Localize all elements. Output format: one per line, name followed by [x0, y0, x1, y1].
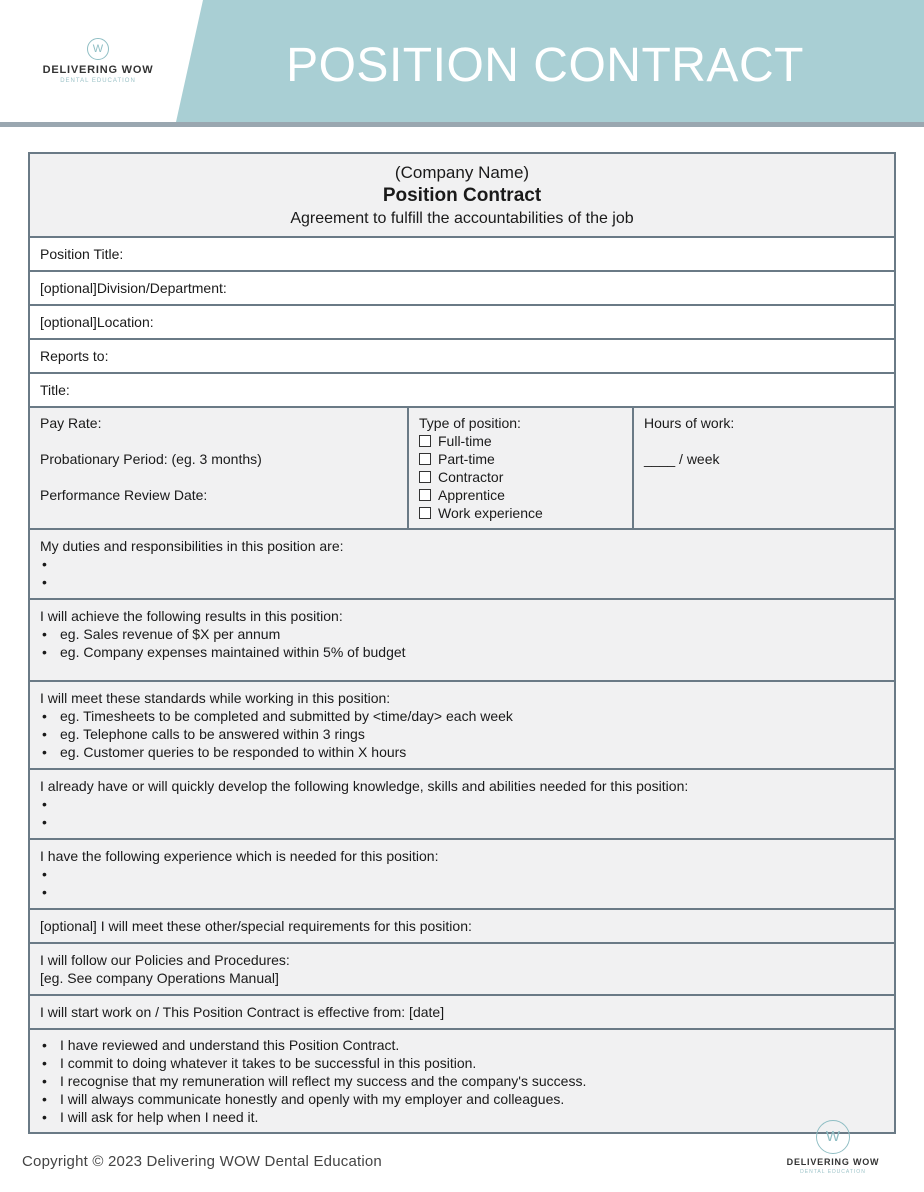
- hours-label: Hours of work:: [644, 415, 735, 431]
- commitments-section: [30, 1028, 894, 1132]
- field-label: Title:: [40, 382, 70, 398]
- policies-section[interactable]: [30, 942, 894, 994]
- field-label: [optional]Division/Department:: [40, 280, 227, 296]
- copyright-text: Copyright © 2023 Delivering WOW Dental Education: [22, 1153, 382, 1170]
- hours-column: [634, 408, 894, 528]
- logo-name: DELIVERING WOW: [786, 1157, 880, 1167]
- list-item: • I recognise that my remuneration will reflect my success and the company's success.: [40, 1072, 884, 1090]
- option-full-time[interactable]: [419, 432, 622, 450]
- checkbox-icon[interactable]: [419, 489, 431, 501]
- duties-section[interactable]: [30, 528, 894, 598]
- pay-rate-field[interactable]: Pay Rate:: [40, 415, 102, 431]
- option-contractor[interactable]: [419, 468, 622, 486]
- option-apprentice[interactable]: [419, 486, 622, 504]
- checkbox-icon[interactable]: [419, 507, 431, 519]
- option-label: Work experience: [438, 505, 543, 521]
- wow-logo-icon: W: [816, 1120, 850, 1154]
- position-details-row: [30, 406, 894, 528]
- list-item: • eg. Company expenses maintained within 5% of budget: [40, 643, 884, 661]
- list-item: • eg. Sales revenue of $X per annum: [40, 625, 884, 643]
- policies-note: [eg. See company Operations Manual]: [40, 970, 279, 986]
- list-item: [40, 813, 884, 831]
- special-requirements-section[interactable]: [30, 908, 894, 942]
- option-label: Part-time: [438, 451, 495, 467]
- form-heading: [30, 154, 894, 236]
- option-part-time[interactable]: [419, 450, 622, 468]
- commitments-list: [40, 1036, 884, 1126]
- position-title-field[interactable]: [30, 236, 894, 270]
- list-item: [40, 883, 884, 901]
- list-item: [40, 795, 884, 813]
- logo-subtitle: DENTAL EDUCATION: [60, 78, 136, 84]
- wow-logo-icon: W: [87, 38, 109, 60]
- special-requirements-label: [optional] I will meet these other/special requirements for this position:: [40, 918, 472, 934]
- option-work-experience[interactable]: [419, 504, 622, 522]
- field-label: Position Title:: [40, 246, 124, 262]
- footer-logo: [786, 1120, 880, 1175]
- field-label: Reports to:: [40, 348, 109, 364]
- standards-section[interactable]: [30, 680, 894, 768]
- logo-subtitle: DENTAL EDUCATION: [800, 1169, 866, 1175]
- list-item: • I will always communicate honestly and openly with my employer and colleagues.: [40, 1090, 884, 1108]
- hours-field[interactable]: ____ / week: [644, 451, 720, 467]
- logo-name: DELIVERING WOW: [42, 64, 154, 76]
- results-label: I will achieve the following results in this position:: [40, 608, 343, 624]
- results-section[interactable]: [30, 598, 894, 680]
- header-rule: [0, 122, 924, 127]
- position-type-label: Type of position:: [419, 415, 521, 431]
- contract-form: [28, 152, 896, 1134]
- start-date-label: I will start work on / This Position Contract is effective from: [date]: [40, 1004, 445, 1020]
- checkbox-icon[interactable]: [419, 435, 431, 447]
- position-type-column: [409, 408, 634, 528]
- contract-title: Position Contract: [382, 185, 542, 206]
- list-item: • I will ask for help when I need it.: [40, 1108, 884, 1126]
- company-name: (Company Name): [394, 163, 530, 182]
- knowledge-list: [40, 795, 884, 831]
- list-item: • I commit to doing whatever it takes to be successful in this position.: [40, 1054, 884, 1072]
- knowledge-label: I already have or will quickly develop the following knowledge, skills and abilities needed for this position:: [40, 778, 689, 794]
- experience-label: I have the following experience which is needed for this position:: [40, 848, 439, 864]
- pay-column: [30, 408, 409, 528]
- knowledge-section[interactable]: [30, 768, 894, 838]
- results-list: [40, 625, 884, 661]
- contract-subtitle: Agreement to fulfill the accountabilities of the job: [290, 210, 634, 227]
- list-item: • eg. Telephone calls to be answered within 3 rings: [40, 725, 884, 743]
- page-title: POSITION CONTRACT: [286, 39, 804, 92]
- policies-label: I will follow our Policies and Procedures:: [40, 952, 290, 968]
- header-logo: [28, 38, 168, 84]
- list-item: • eg. Customer queries to be responded to within X hours: [40, 743, 884, 761]
- title-field[interactable]: [30, 372, 894, 406]
- standards-list: [40, 707, 884, 761]
- option-label: Apprentice: [438, 487, 505, 503]
- list-item: [40, 555, 884, 573]
- option-label: Full-time: [438, 433, 492, 449]
- list-item: • eg. Timesheets to be completed and submitted by <time/day> each week: [40, 707, 884, 725]
- option-label: Contractor: [438, 469, 504, 485]
- experience-section[interactable]: [30, 838, 894, 908]
- probation-field[interactable]: Probationary Period: (eg. 3 months): [40, 451, 262, 467]
- list-item: • I have reviewed and understand this Position Contract.: [40, 1036, 884, 1054]
- review-date-field[interactable]: Performance Review Date:: [40, 487, 208, 503]
- checkbox-icon[interactable]: [419, 471, 431, 483]
- list-item: [40, 865, 884, 883]
- list-item: [40, 573, 884, 591]
- experience-list: [40, 865, 884, 901]
- field-label: [optional]Location:: [40, 314, 154, 330]
- checkbox-icon[interactable]: [419, 453, 431, 465]
- division-field[interactable]: [30, 270, 894, 304]
- reports-to-field[interactable]: [30, 338, 894, 372]
- location-field[interactable]: [30, 304, 894, 338]
- duties-label: My duties and responsibilities in this position are:: [40, 538, 344, 554]
- start-date-section[interactable]: [30, 994, 894, 1028]
- duties-list: [40, 555, 884, 591]
- page-header: [0, 0, 924, 128]
- standards-label: I will meet these standards while working in this position:: [40, 690, 391, 706]
